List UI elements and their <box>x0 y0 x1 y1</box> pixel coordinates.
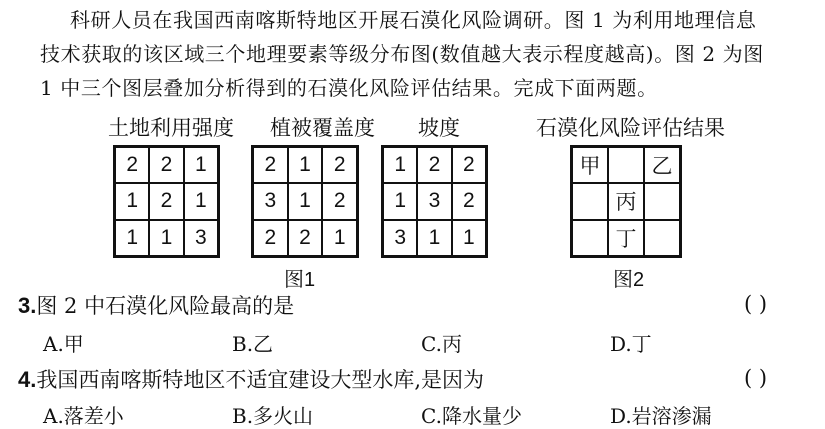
figure-1-label: 图1 <box>284 269 316 291</box>
grid-cell: 1 <box>322 220 357 256</box>
answer-blank: ( ) <box>744 366 768 390</box>
grid-cell: 3 <box>253 183 288 219</box>
grid-cell <box>572 220 608 256</box>
grid-title-land-use: 土地利用强度 <box>108 116 234 140</box>
question-text: 我国西南喀斯特地区不适宜建设大型水库,是因为 <box>36 368 485 392</box>
grid-cell: 1 <box>149 220 183 256</box>
grid-cell: 1 <box>115 183 149 219</box>
intro-line-1: 科研人员在我国西南喀斯特地区开展石漠化风险调研。图 1 为利用地理信息 <box>70 8 757 32</box>
option-a: A.甲 <box>43 332 84 356</box>
grid-cell: 1 <box>288 183 323 219</box>
grid-cell: 1 <box>383 147 417 183</box>
grid-cell <box>644 183 680 219</box>
grid-title-slope: 坡度 <box>418 116 460 140</box>
grid-cell: 2 <box>322 183 357 219</box>
grid-cell: 1 <box>288 147 323 183</box>
option-c: C.丙 <box>421 332 462 356</box>
grid-cell: 2 <box>288 220 323 256</box>
option-d: D.丁 <box>610 332 652 356</box>
grid-cell: 2 <box>149 183 183 219</box>
grid-cell: 2 <box>322 147 357 183</box>
grid-cell: 1 <box>115 220 149 256</box>
grid-cell: 乙 <box>644 147 680 183</box>
grid-cell: 1 <box>452 220 486 256</box>
grid-cell: 2 <box>253 220 288 256</box>
grid-cell: 丁 <box>608 220 644 256</box>
grid-cell <box>644 220 680 256</box>
option-b: B.多火山 <box>232 404 314 428</box>
intro-line-2: 技术获取的该区域三个地理要素等级分布图(数值越大表示程度越高)。图 2 为图 <box>40 42 764 66</box>
risk-result-grid <box>570 145 682 258</box>
grid-cell: 2 <box>452 147 486 183</box>
question-text: 图 2 中石漠化风险最高的是 <box>36 294 295 318</box>
option-d: D.岩溶渗漏 <box>610 404 712 428</box>
grid-cell: 1 <box>417 220 451 256</box>
grid-cell: 1 <box>383 183 417 219</box>
grid-cell: 2 <box>417 147 451 183</box>
option-a: A.落差小 <box>43 404 124 428</box>
grid-cell: 2 <box>115 147 149 183</box>
slope-grid <box>381 145 488 258</box>
intro-line-3: 1 中三个图层叠加分析得到的石漠化风险评估结果。完成下面两题。 <box>40 76 658 100</box>
grid-cell: 3 <box>417 183 451 219</box>
question-3-stem <box>18 290 294 320</box>
option-b: B.乙 <box>232 332 274 356</box>
option-c: C.降水量少 <box>421 404 522 428</box>
grid-cell <box>572 183 608 219</box>
grid-cell: 3 <box>383 220 417 256</box>
grid-title-risk-result: 石漠化风险评估结果 <box>536 116 725 140</box>
grid-cell: 2 <box>149 147 183 183</box>
answer-blank: ( ) <box>744 292 768 316</box>
grid-cell: 丙 <box>608 183 644 219</box>
figure-2-label: 图2 <box>613 269 645 291</box>
grid-cell <box>608 147 644 183</box>
grid-title-vegetation: 植被覆盖度 <box>270 116 375 140</box>
vegetation-grid <box>251 145 359 258</box>
question-number: 3. <box>18 293 37 318</box>
grid-cell: 甲 <box>572 147 608 183</box>
grid-cell: 2 <box>452 183 486 219</box>
grid-cell: 2 <box>253 147 288 183</box>
grid-cell: 3 <box>184 220 218 256</box>
land-use-grid <box>113 145 220 258</box>
grid-cell: 1 <box>184 147 218 183</box>
grid-cell: 1 <box>184 183 218 219</box>
question-number: 4. <box>18 367 37 392</box>
question-4-stem <box>18 364 484 394</box>
